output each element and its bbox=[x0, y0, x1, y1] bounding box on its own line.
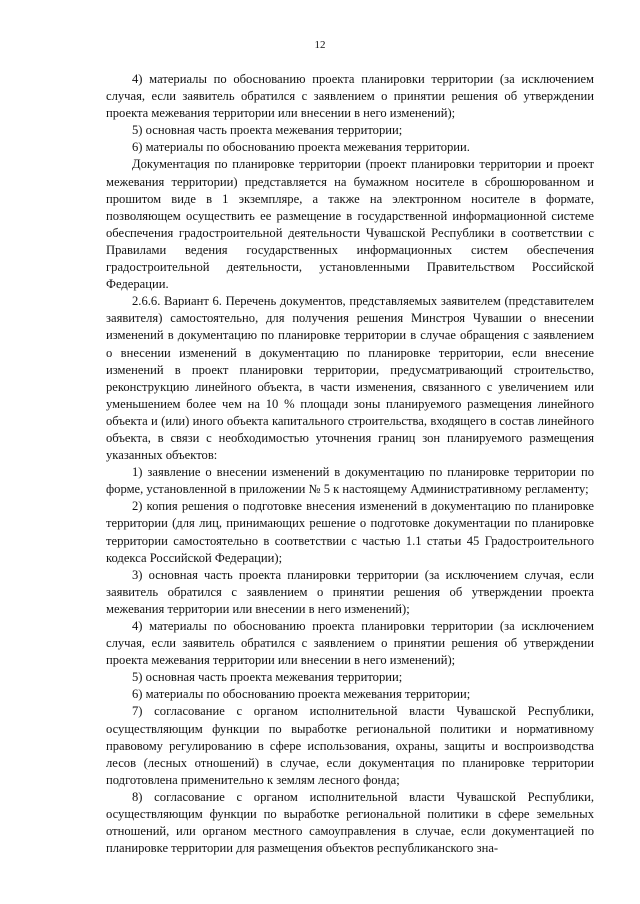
paragraph-item-6-surveying-materials: 6) материалы по обоснованию проекта межевания территории. bbox=[132, 140, 470, 155]
list-item-6-surveying-materials: 6) материалы по обоснованию проекта межевания территории; bbox=[132, 687, 471, 702]
list-item-8-land-approval: 8) согласование с органом исполнительной власти Чувашской Республики, осуществляющим функции по выработке региональной политики в сфере земельных отношений, или органом местного самоуправления в случае, если документацией по планировке территории для размещения объектов республиканского зна- bbox=[106, 789, 594, 856]
list-item-2-decision-copy: 2) копия решения о подготовке внесения изменений в документацию по планировке территории (для лиц, принимающих решение о подготовке документации по планировке территории самостоятельно в соответствии с частью 1.1 статьи 45 Градостроительного кодекса Российской Федерации); bbox=[106, 499, 594, 565]
paragraph-section-2-6-6: 2.6.6. Вариант 6. Перечень документов, представляемых заявителем (представителем заявителя) самостоятельно, для получения решения Минстроя Чувашии о внесении изменений в документацию по планировке территории в случае обращения с заявлением о внесении изменений в документацию по планировке территории, если внесение изменений в проект планировки территории, предусматривающий строительство, реконструкцию линейного объекта, в части изменения, связанного с увеличением или уменьшением более чем на 10 % площади зоны планируемого размещения линейного объекта и (или) иного объекта капитального строительства, входящего в состав линейного объекта, в связи с необходимостью уточнения границ зон планируемого размещения указанных объектов: bbox=[106, 294, 594, 463]
paragraph-documentation-submission: Документация по планировке территории (проект планировки территории и проект межевания территории) представляется на бумажном носителе в сброшюрованном и прошитом виде в 1 экземпляре, а также на электронном носителе в формате, позволяющем осуществить ее размещение в государственной информационной системе обеспечения градостроительной деятельности Чувашской Республики в соответствии с Правилами ведения государственных информационных систем обеспечения градостроительной деятельности, установленными Правительством Российской Федерации. bbox=[106, 157, 594, 292]
list-item-7-forestry-approval: 7) согласование с органом исполнительной власти Чувашской Республики, осуществляющим функции по выработке региональной политики и нормативному правовому регулированию в сфере использования, охраны, защиты и воспроизводства лесов (лесных отношений) в случае, если документация по планировке территории подготовлена применительно к землям лесного фонда; bbox=[106, 704, 594, 787]
list-item-1-application: 1) заявление о внесении изменений в документацию по планировке территории по форме, установленной в приложении № 5 к настоящему Административному регламенту; bbox=[106, 465, 594, 497]
page-number: 12 bbox=[314, 39, 326, 51]
list-item-3-planning-main-part: 3) основная часть проекта планировки территории (за исключением случая, если заявитель обратился с заявлением о принятии решения об утверждении проекта межевания территории или внесении в него изменений); bbox=[106, 567, 594, 616]
document-body bbox=[106, 71, 594, 857]
paragraph-item-5-surveying-main-part: 5) основная часть проекта межевания территории; bbox=[132, 123, 403, 138]
paragraph-item-4-planning-materials: 4) материалы по обоснованию проекта планировки территории (за исключением случая, если заявитель обратился с заявлением о принятии решения об утверждении проекта межевания территории или внесении в него изменений); bbox=[106, 72, 594, 121]
list-item-4-planning-materials: 4) материалы по обоснованию проекта планировки территории (за исключением случая, если заявитель обратился с заявлением о принятии решения об утверждении проекта межевания территории или внесении в него изменений); bbox=[106, 619, 594, 668]
list-item-5-surveying-main-part: 5) основная часть проекта межевания территории; bbox=[132, 670, 403, 685]
